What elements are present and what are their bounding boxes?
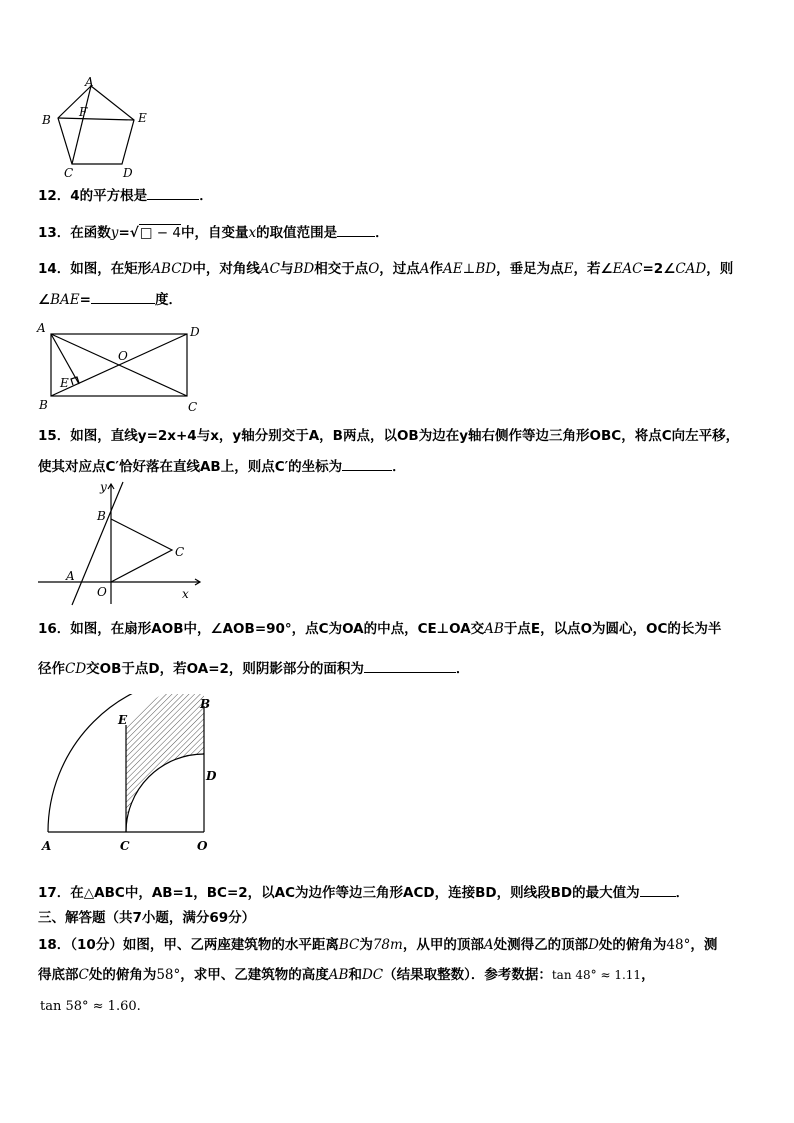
label-d: D — [123, 166, 133, 180]
label-c: C — [175, 545, 185, 559]
question-16-line1: 16．如图，在扇形AOB中，∠AOB=90°，点C为OA的中点，CE⊥OA交AB于点E，以点O为圆心，OC的长为半 — [38, 621, 722, 637]
label-b: B — [39, 398, 48, 412]
question-16-line2: 径作CD交OB于点D，若OA=2，则阴影部分的面积为 ． — [38, 661, 470, 677]
q13-answer-blank[interactable] — [337, 224, 375, 237]
question-12: 12．4的平方根是 ． — [38, 188, 213, 204]
label-o: O — [97, 585, 107, 599]
question-17: 17．在△ABC中，AB=1，BC=2，以AC为边作等边三角形ACD，连接BD，则线段BD的最大值为 ． — [38, 885, 690, 901]
pentagon-outline — [58, 86, 134, 164]
label-d: D — [206, 769, 217, 783]
label-c: C — [188, 400, 198, 414]
label-b: B — [42, 113, 51, 127]
label-a: A — [66, 569, 75, 583]
label-e: E — [60, 376, 69, 390]
question-18-line3: tan 58° ≈ 1.60. — [40, 999, 141, 1014]
segment-be — [58, 118, 134, 120]
q12-text: 12．4的平方根是 — [38, 188, 148, 204]
line-graph-figure — [34, 478, 204, 606]
label-x: x — [182, 587, 189, 601]
arc-cd: CD — [65, 661, 87, 677]
section-3-heading: 三、解答题（共7小题，满分69分） — [38, 910, 256, 926]
label-a: A — [85, 76, 94, 89]
label-o: O — [118, 349, 128, 363]
label-b: B — [97, 509, 106, 523]
q16-answer-blank[interactable] — [364, 660, 456, 673]
label-o: O — [197, 839, 208, 853]
triangle-obc — [111, 519, 172, 582]
q15-answer-blank[interactable] — [342, 458, 392, 471]
question-18-line2: 得底部C处的俯角为58°，求甲、乙建筑物的高度AB和DC（结果取整数）．参考数据：tan 48° ≈ 1.11， — [38, 967, 655, 983]
q17-answer-blank[interactable] — [640, 884, 676, 897]
label-c: C — [64, 166, 74, 180]
label-b: B — [200, 697, 211, 711]
question-15-line1: 15．如图，直线y=2x+4与x，y轴分别交于A，B两点，以OB为边在y轴右侧作等边三角形OBC，将点C向左平移， — [38, 428, 740, 444]
sector-figure — [36, 694, 226, 860]
question-14-line1: 14．如图，在矩形ABCD中，对角线AC与BD相交于点O，过点A作AE⊥BD，垂足为点E，若∠EAC=2∠CAD，则 — [38, 261, 734, 277]
q14-answer-blank[interactable] — [91, 291, 155, 304]
question-15-line2: 使其对应点C′恰好落在直线AB上，则点C′的坐标为 ． — [38, 459, 406, 475]
label-c: C — [120, 839, 130, 853]
label-d: D — [190, 325, 200, 339]
label-e: E — [118, 713, 128, 727]
label-a: A — [37, 321, 46, 335]
question-14-line2: ∠BAE= 度． — [38, 292, 182, 308]
rectangle-figure — [34, 320, 210, 416]
label-y: y — [100, 480, 107, 494]
arc-ab: AB — [484, 621, 504, 637]
question-18-line1: 18．（10分）如图，甲、乙两座建筑物的水平距离BC为78m，从甲的顶部A处测得乙的顶部D处的俯角为48°，测 — [38, 937, 718, 953]
shaded-region — [126, 694, 204, 832]
label-a: A — [42, 839, 52, 853]
label-f: F — [79, 105, 88, 119]
sqrt-expression: √□ − 4 — [129, 225, 182, 241]
segment-ac — [72, 86, 91, 164]
label-e: E — [138, 111, 147, 125]
pentagon-figure — [36, 76, 156, 180]
q12-answer-blank[interactable] — [147, 187, 199, 200]
question-13: 13．在函数y=√□ − 4中，自变量x的取值范围是 ． — [38, 225, 389, 241]
